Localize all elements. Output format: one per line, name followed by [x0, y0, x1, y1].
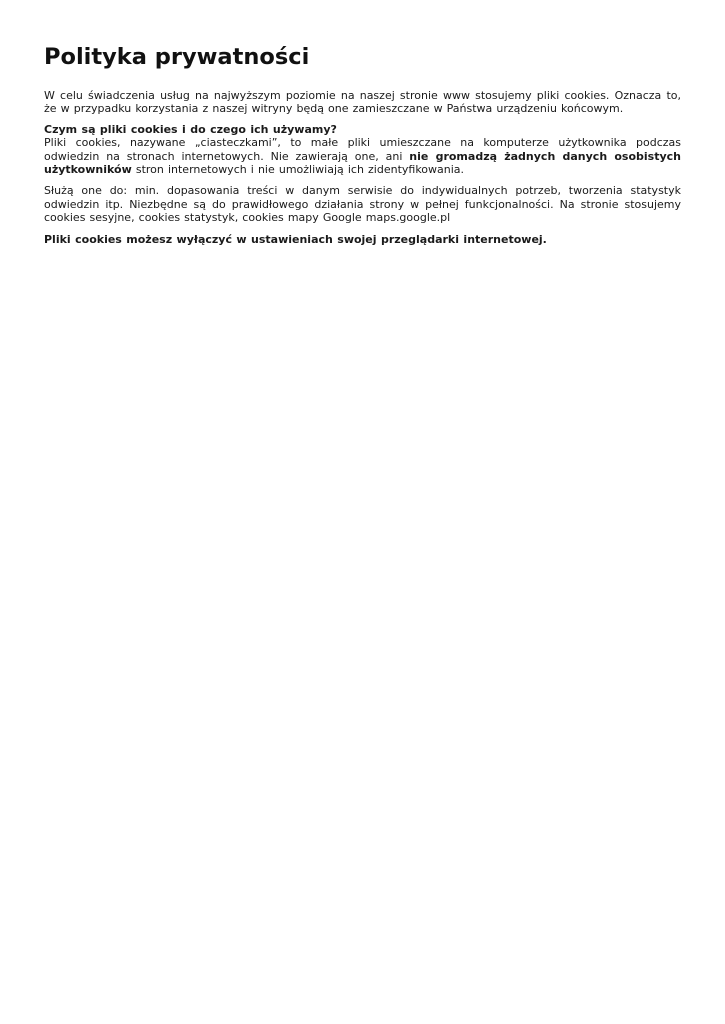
disable-cookies-note: Pliki cookies możesz wyłączyć w ustawieniach swojej przeglądarki internetowej. [44, 232, 547, 246]
page-title: Polityka prywatności [44, 44, 310, 70]
cookies-purpose-paragraph: Służą one do: min. dopasowania treści w danym serwisie do indywidualnych potrzeb, tworzenia statystyk odwiedzin itp. Niezbędne są do prawidłowego działania strony w pełnej funkcjonalności. Na stronie stosujemy cookies sesyjne, cookies statystyk, cookies mapy Google maps.google.pl [44, 184, 681, 225]
cookies-answer-paragraph [44, 136, 681, 176]
cookies-question-heading: Czym są pliki cookies i do czego ich używamy? [44, 122, 337, 136]
answer-text-part1: Pliki cookies, nazywane „ciasteczkami”, to małe pliki umieszczane na komputerze użytkownika podczas odwiedzin na stronach internetowych. Nie zawierają one, ani [44, 136, 681, 163]
intro-paragraph: W celu świadczenia usług na najwyższym poziomie na naszej stronie www stosujemy pliki cookies. Oznacza to, że w przypadku korzystania z naszej witryny będą one zamieszczane w Państwa urządzeniu końcowym. [44, 89, 681, 116]
answer-text-part2: stron internetowych i nie umożliwiają ich zidentyfikowania. [131, 163, 465, 177]
privacy-policy-document [44, 41, 681, 246]
answer-bold-text: nie gromadzą żadnych danych osobistych użytkowników [44, 149, 681, 177]
